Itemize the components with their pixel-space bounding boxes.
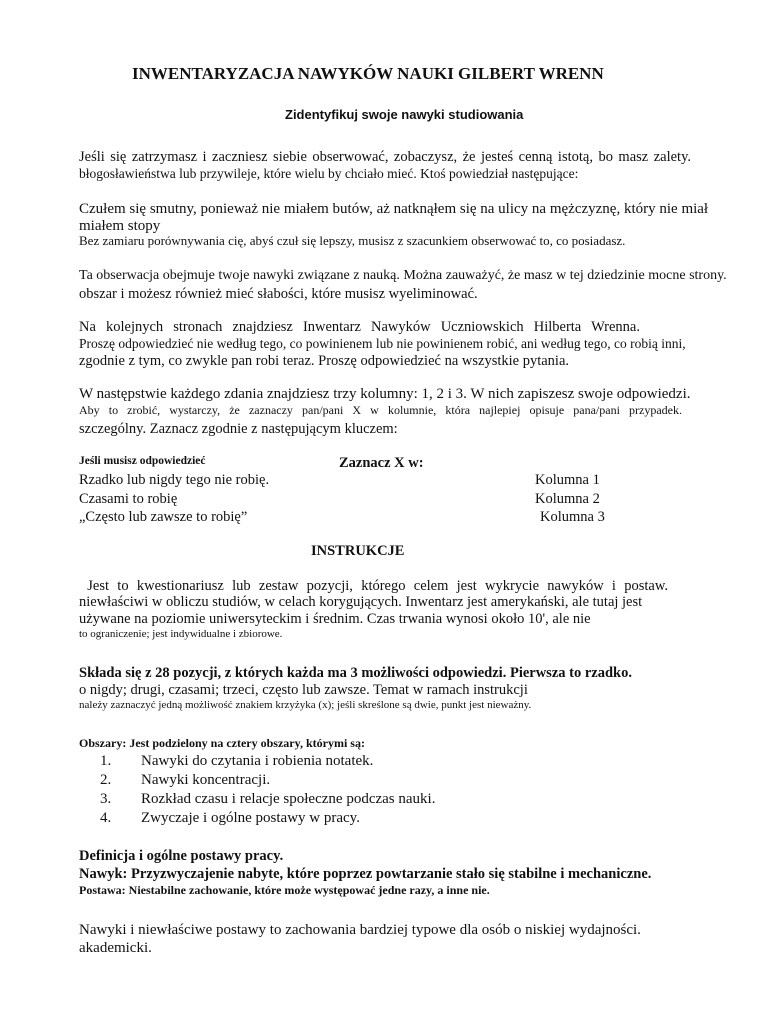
key-column-1: Kolumna 1 <box>535 472 600 488</box>
columns-intro-line-2: Aby to zrobić, wystarczy, że zaznaczy pan/pani X w kolumnie, która najlepiej opisuje pana/pani przypadek. <box>79 403 682 417</box>
definition-attitude: Postawa: Niestabilne zachowanie, które może występować jedne razy, a inne nie. <box>79 883 490 897</box>
next-pages-line-3: zgodnie z tym, co zwykle pan robi teraz. Proszę odpowiedzieć na wszystkie pytania. <box>79 353 570 369</box>
closing-line-1: Nawyki i niewłaściwe postawy to zachowania bardziej typowe dla osób o niskiej wydajności. <box>79 922 641 938</box>
key-header-center: Zaznacz X w: <box>339 455 424 471</box>
list-item-text: Nawyki koncentracji. <box>141 772 271 788</box>
observation-line-2: obszar i możesz również mieć słabości, które musisz wyeliminować. <box>79 286 478 302</box>
instructions-line-4: to ograniczenie; jest indywidualne i zbiorowe. <box>79 628 283 640</box>
document-subtitle: Zidentyfikuj swoje nawyki studiowania <box>285 107 524 122</box>
next-pages-line-1: Na kolejnych stronach znajdziesz Inwentarz Nawyków Uczniowskich Hilberta Wrenna. <box>79 319 640 335</box>
instructions-heading: INSTRUKCJE <box>311 543 405 559</box>
key-answer-2: Czasami to robię <box>79 491 178 507</box>
list-item-number: 1. <box>100 753 112 769</box>
columns-intro-line-3: szczególny. Zaznacz zgodnie z następującym kluczem: <box>79 421 398 437</box>
key-header-left: Jeśli musisz odpowiedzieć <box>79 455 206 467</box>
next-pages-line-2: Proszę odpowiedzieć nie według tego, co powinienem lub nie powinienem robić, ani według tego, co robią inni, <box>79 336 686 351</box>
definitions-heading: Definicja i ogólne postawy pracy. <box>79 848 284 864</box>
list-item-number: 2. <box>100 772 112 788</box>
areas-heading: Obszary: Jest podzielony na cztery obszary, którymi są: <box>79 736 365 750</box>
key-answer-1: Rzadko lub nigdy tego nie robię. <box>79 472 270 488</box>
composition-line-1: Składa się z 28 pozycji, z których każda ma 3 możliwości odpowiedzi. Pierwsza to rzadko. <box>79 665 632 681</box>
list-item-text: Nawyki do czytania i robienia notatek. <box>141 753 374 769</box>
list-item-text: Zwyczaje i ogólne postawy w pracy. <box>141 810 360 826</box>
quote-line-3: Bez zamiaru porównywania cię, abyś czuł się lepszy, musisz z szacunkiem obserwować to, co posiadasz. <box>79 233 626 248</box>
instructions-line-1: Jest to kwestionariusz lub zestaw pozycji, którego celem jest wykrycie nawyków i postaw. <box>79 578 668 594</box>
key-column-2: Kolumna 2 <box>535 491 600 507</box>
key-column-3: Kolumna 3 <box>540 509 605 525</box>
closing-line-2: akademicki. <box>79 940 152 956</box>
list-item-number: 4. <box>100 810 112 826</box>
quote-line-2: miałem stopy <box>79 218 161 234</box>
composition-line-3: należy zaznaczyć jedną możliwość znakiem krzyżyka (x); jeśli skreślone są dwie, punkt jest nieważny. <box>79 699 532 711</box>
definition-habit: Nawyk: Przyzwyczajenie nabyte, które poprzez powtarzanie stało się stabilne i mechaniczne. <box>79 866 652 882</box>
document-title: INWENTARYZACJA NAWYKÓW NAUKI GILBERT WRENN <box>132 64 604 83</box>
intro-line-2: błogosławieństwa lub przywileje, które wielu by chciało mieć. Ktoś powiedział następujące: <box>79 166 579 181</box>
instructions-line-2: niewłaściwi w obliczu studiów, w celach korygujących. Inwentarz jest amerykański, ale tutaj jest <box>79 594 643 610</box>
observation-line-1: Ta obserwacja obejmuje twoje nawyki związane z nauką. Można zauważyć, że masz w tej dziedzinie mocne strony. <box>79 268 727 283</box>
key-answer-3: „Często lub zawsze to robię” <box>79 509 248 525</box>
list-item-number: 3. <box>100 791 112 807</box>
quote-line-1: Czułem się smutny, ponieważ nie miałem butów, aż natknąłem się na ulicy na mężczyznę, który nie miał <box>79 201 709 217</box>
instructions-line-3: używane na poziomie uniwersyteckim i średnim. Czas trwania wynosi około 10', ale nie <box>79 611 591 627</box>
composition-line-2: o nigdy; drugi, czasami; trzeci, często lub zawsze. Temat w ramach instrukcji <box>79 682 528 698</box>
intro-line-1: Jeśli się zatrzymasz i zaczniesz siebie obserwować, zobaczysz, że jesteś cenną istotą, bo masz zalety. <box>79 149 691 165</box>
list-item-text: Rozkład czasu i relacje społeczne podczas nauki. <box>141 791 436 807</box>
columns-intro-line-1: W następstwie każdego zdania znajdziesz trzy kolumny: 1, 2 i 3. W nich zapiszesz swoje odpowiedzi. <box>79 386 691 402</box>
